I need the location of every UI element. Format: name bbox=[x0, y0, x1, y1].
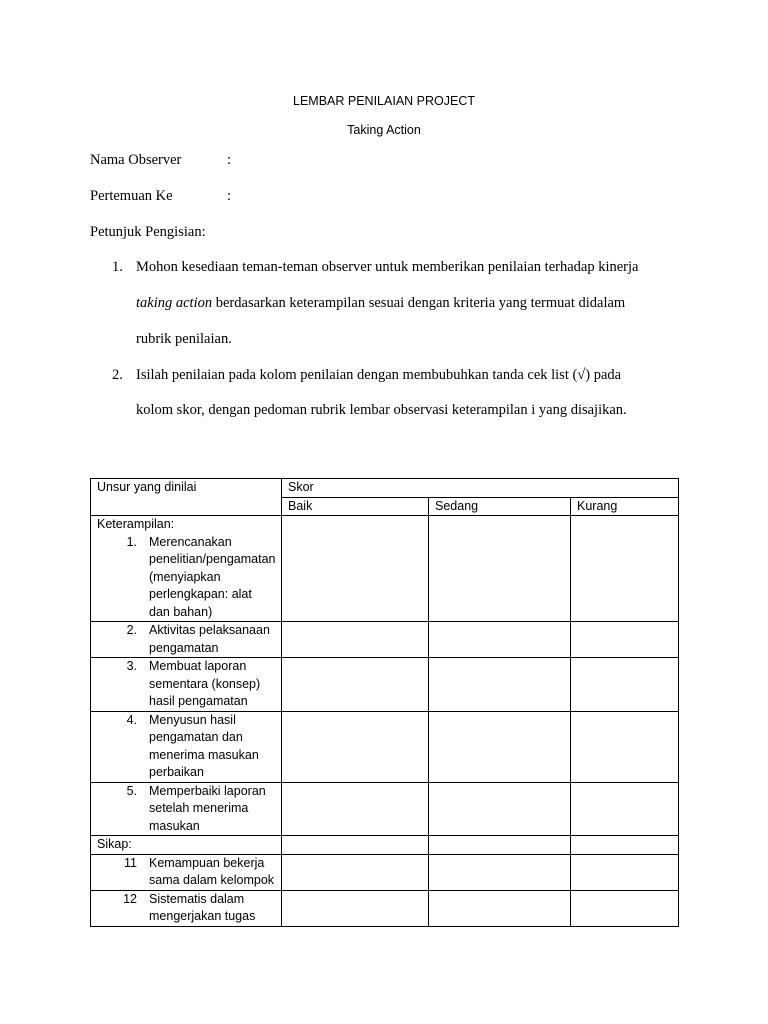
criteria-item bbox=[97, 712, 275, 782]
instruction-1-line-2-rest: berdasarkan keterampilan sesuai dengan kriteria yang termuat didalam bbox=[212, 295, 626, 311]
score-cell-sedang[interactable] bbox=[429, 622, 571, 658]
score-cell-sedang[interactable] bbox=[429, 782, 571, 836]
observer-label: Nama Observer bbox=[90, 152, 182, 168]
table-row bbox=[91, 622, 679, 658]
instruction-2-line-2: kolom skor, dengan pedoman rubrik lembar observasi keterampilan i yang disajikan. bbox=[136, 402, 627, 418]
score-cell-sedang[interactable] bbox=[429, 516, 571, 622]
score-cell-kurang[interactable] bbox=[571, 516, 679, 622]
score-cell-baik[interactable] bbox=[282, 782, 429, 836]
criteria-cell bbox=[91, 711, 282, 782]
header-skor: Skor bbox=[282, 479, 679, 498]
instruction-1-line-3: rubrik penilaian. bbox=[136, 331, 232, 347]
table-row bbox=[91, 711, 679, 782]
table-row bbox=[91, 516, 679, 622]
criteria-item bbox=[97, 783, 275, 836]
score-cell-kurang[interactable] bbox=[571, 658, 679, 712]
score-cell-baik[interactable] bbox=[282, 890, 429, 926]
section-sikap: Sikap: bbox=[91, 836, 282, 855]
pertemuan-field bbox=[90, 188, 232, 205]
document-title: LEMBAR PENILAIAN PROJECT bbox=[293, 94, 475, 108]
score-cell-baik[interactable] bbox=[282, 516, 429, 622]
criteria-text: Memperbaiki laporan setelah menerima masukan bbox=[149, 783, 266, 833]
criteria-number: 3. bbox=[126, 659, 137, 673]
criteria-text: Membuat laporan sementara (konsep) hasil pengamatan bbox=[149, 659, 261, 708]
pertemuan-label: Pertemuan Ke bbox=[90, 188, 173, 204]
criteria-number: 4. bbox=[126, 712, 137, 727]
criteria-text: Menyusun hasil pengamatan dan menerima masukan perbaikan bbox=[149, 712, 259, 779]
instruction-2-line-1: Isilah penilaian pada kolom penilaian dengan membubuhkan tanda cek list (√) pada bbox=[136, 367, 622, 383]
score-cell-kurang[interactable] bbox=[571, 622, 679, 658]
score-cell-sedang[interactable] bbox=[429, 836, 571, 855]
instruction-1-line-1: Mohon kesediaan teman-teman observer untuk memberikan penilaian terhadap kinerja bbox=[136, 259, 639, 275]
observer-colon: : bbox=[227, 152, 232, 168]
score-cell-kurang[interactable] bbox=[571, 854, 679, 890]
criteria-cell bbox=[91, 782, 282, 836]
criteria-number: 11 bbox=[124, 855, 137, 870]
header-kurang: Kurang bbox=[571, 497, 679, 516]
score-cell-sedang[interactable] bbox=[429, 658, 571, 712]
document-subtitle: Taking Action bbox=[347, 123, 421, 137]
score-cell-kurang[interactable] bbox=[571, 836, 679, 855]
criteria-number: 2. bbox=[126, 623, 137, 637]
criteria-item bbox=[97, 658, 275, 711]
score-cell-sedang[interactable] bbox=[429, 711, 571, 782]
rubric-table bbox=[90, 478, 679, 927]
criteria-number: 12 bbox=[123, 891, 137, 906]
table-row bbox=[91, 658, 679, 712]
score-cell-baik[interactable] bbox=[282, 622, 429, 658]
score-cell-sedang[interactable] bbox=[429, 854, 571, 890]
instruction-2-number: 2. bbox=[112, 367, 123, 383]
criteria-item bbox=[97, 891, 275, 926]
header-sedang: Sedang bbox=[429, 497, 571, 516]
score-cell-baik[interactable] bbox=[282, 836, 429, 855]
criteria-number: 1. bbox=[126, 534, 137, 549]
header-baik: Baik bbox=[282, 497, 429, 516]
score-cell-baik[interactable] bbox=[282, 854, 429, 890]
table-row bbox=[91, 890, 679, 926]
score-cell-baik[interactable] bbox=[282, 658, 429, 712]
criteria-text: Sistematis dalam mengerjakan tugas bbox=[149, 891, 256, 923]
criteria-item bbox=[97, 622, 275, 657]
criteria-text: Kemampuan bekerja sama dalam kelompok bbox=[149, 855, 275, 887]
score-cell-sedang[interactable] bbox=[429, 890, 571, 926]
criteria-cell bbox=[91, 890, 282, 926]
score-cell-kurang[interactable] bbox=[571, 890, 679, 926]
criteria-cell bbox=[91, 516, 282, 622]
criteria-item bbox=[97, 534, 275, 622]
table-header-row bbox=[91, 479, 679, 498]
criteria-text: Merencanakan penelitian/pengamatan (menyiapkan perlengkapan: alat dan bahan) bbox=[149, 534, 276, 619]
criteria-cell bbox=[91, 854, 282, 890]
instruction-1-line-2 bbox=[136, 295, 625, 312]
pertemuan-colon: : bbox=[227, 188, 232, 204]
table-row bbox=[91, 782, 679, 836]
instruction-1-italic: taking action bbox=[136, 295, 213, 311]
score-cell-kurang[interactable] bbox=[571, 711, 679, 782]
observer-field bbox=[90, 152, 232, 169]
criteria-number: 5. bbox=[126, 783, 137, 798]
instruction-1-number: 1. bbox=[112, 259, 123, 275]
header-unsur: Unsur yang dinilai bbox=[91, 479, 282, 516]
instructions-heading: Petunjuk Pengisian: bbox=[90, 224, 206, 240]
criteria-cell bbox=[91, 622, 282, 658]
criteria-item bbox=[97, 855, 275, 890]
table-row bbox=[91, 854, 679, 890]
criteria-text: Aktivitas pelaksanaan pengamatan bbox=[149, 623, 270, 655]
score-cell-kurang[interactable] bbox=[571, 782, 679, 836]
table-row bbox=[91, 836, 679, 855]
score-cell-baik[interactable] bbox=[282, 711, 429, 782]
criteria-cell bbox=[91, 658, 282, 712]
section-keterampilan: Keterampilan: bbox=[97, 517, 175, 531]
